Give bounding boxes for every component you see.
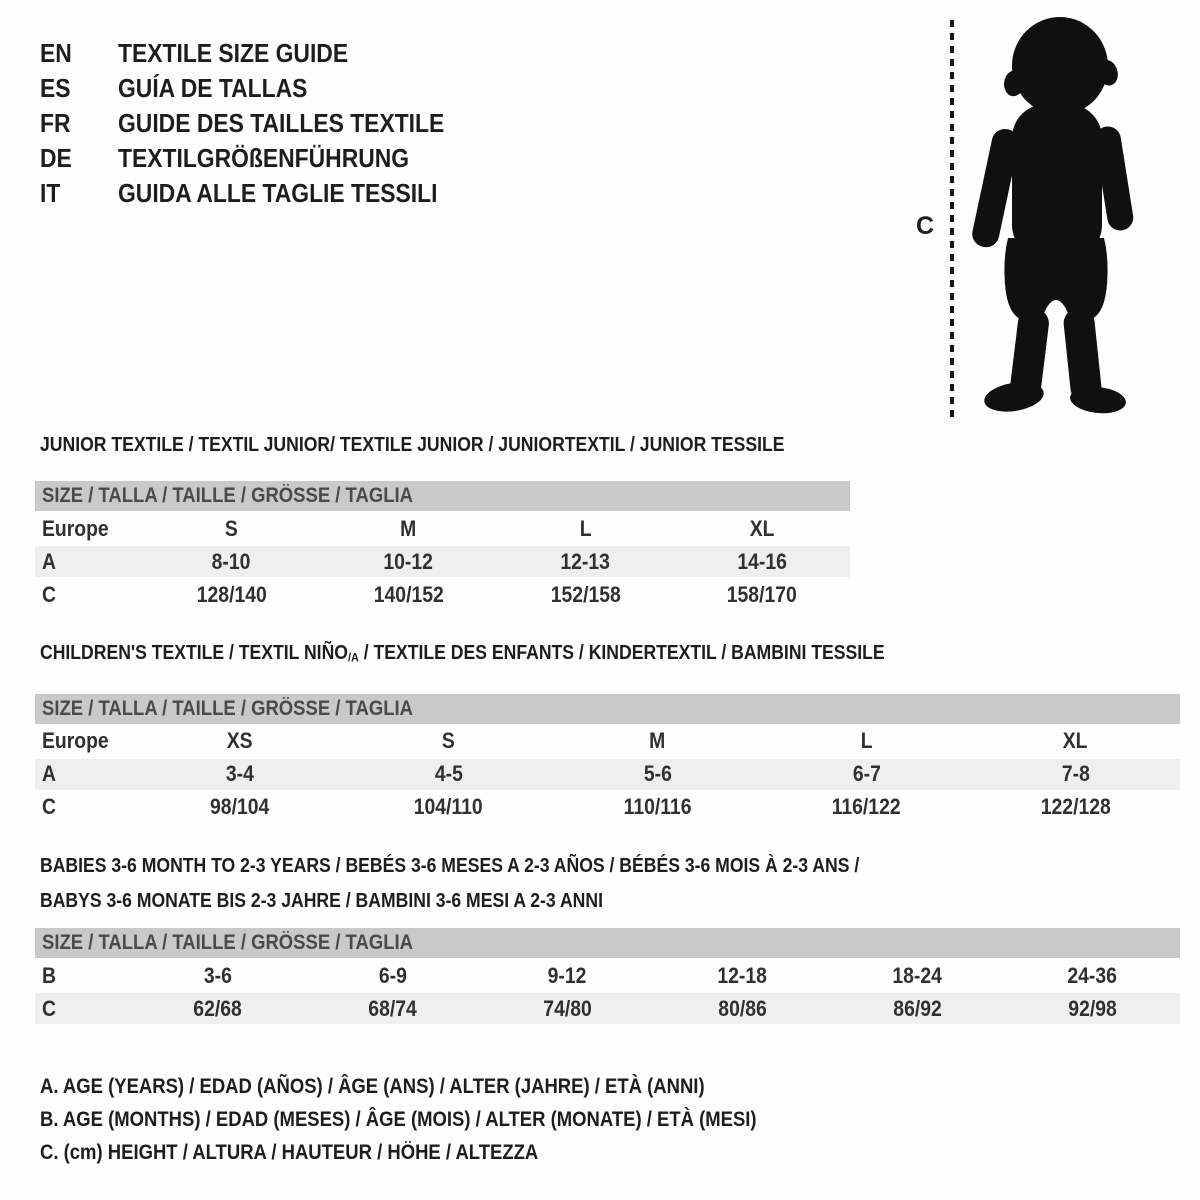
table-row-europe: Europe XS S M L XL bbox=[42, 728, 1088, 754]
table-row-europe: Europe S M L XL bbox=[42, 515, 775, 541]
section-babies-textile bbox=[35, 849, 1180, 1026]
table-row-height: C 128/140 140/152 152/158 158/170 bbox=[42, 581, 798, 607]
lang-title: TEXTILGRÖßENFÜHRUNG bbox=[118, 143, 410, 173]
section-children-textile bbox=[35, 642, 1180, 825]
section-junior-textile bbox=[35, 434, 850, 612]
legend-line-c: C. (cm) HEIGHT / ALTURA / HAUTEUR / HÖHE / ALTEZZA bbox=[40, 1140, 539, 1164]
height-dashed-line bbox=[950, 20, 954, 418]
legend-line-b: B. AGE (MONTHS) / EDAD (MESES) / ÂGE (MOIS) / ALTER (MONATE) / ETÀ (MESI) bbox=[40, 1107, 757, 1131]
toddler-silhouette-icon bbox=[968, 16, 1144, 416]
lang-title: TEXTILE SIZE GUIDE bbox=[118, 38, 349, 68]
height-measure-figure bbox=[898, 10, 1160, 424]
table-row-age-months: B 3-6 6-9 9-12 12-18 18-24 24-36 bbox=[42, 962, 1118, 988]
size-header-label: SIZE / TALLA / TAILLE / GRÖSSE / TAGLIA bbox=[35, 694, 1180, 724]
section-title-junior: JUNIOR TEXTILE / TEXTIL JUNIOR/ TEXTILE JUNIOR / JUNIORTEXTIL / JUNIOR TESSILE bbox=[40, 434, 785, 456]
language-title-list bbox=[40, 36, 489, 211]
table-row-age: A 8-10 10-12 12-13 14-16 bbox=[35, 546, 850, 577]
lang-row-en bbox=[40, 36, 489, 71]
nino-a-subscript: /A bbox=[347, 650, 359, 665]
lang-row-de bbox=[40, 141, 489, 176]
size-header-label: SIZE / TALLA / TAILLE / GRÖSSE / TAGLIA bbox=[35, 928, 1180, 958]
section-title-babies: BABIES 3-6 MONTH TO 2-3 YEARS / BEBÉS 3-6 MESES A 2-3 AÑOS / BÉBÉS 3-6 MOIS À 2-3 ANS / BABYS 3-6 MONATE BIS 2-3 JAHRE / BAMBINI 3-6 MESI A 2-3 ANNI bbox=[40, 855, 860, 912]
lang-row-fr bbox=[40, 106, 489, 141]
measurement-legend bbox=[40, 1070, 854, 1169]
junior-size-table bbox=[35, 479, 850, 612]
size-header-label: SIZE / TALLA / TAILLE / GRÖSSE / TAGLIA bbox=[35, 481, 850, 511]
lang-title: GUIDE DES TAILLES TEXTILE bbox=[118, 108, 445, 138]
table-row-height: C 98/104 104/110 110/116 116/122 122/128 bbox=[42, 794, 1111, 820]
table-row-height: C 62/68 68/74 74/80 80/86 86/92 92/98 bbox=[35, 993, 1180, 1024]
lang-title: GUÍA DE TALLAS bbox=[118, 73, 308, 103]
lang-code: FR bbox=[40, 108, 71, 138]
lang-row-it bbox=[40, 176, 489, 211]
lang-code: EN bbox=[40, 38, 72, 68]
children-size-table bbox=[35, 692, 1180, 825]
babies-size-table bbox=[35, 926, 1180, 1026]
size-header-row bbox=[35, 694, 1180, 724]
size-header-row bbox=[35, 928, 1180, 958]
measure-c-label: C bbox=[916, 212, 935, 240]
lang-code: IT bbox=[40, 178, 61, 208]
legend-line-a: A. AGE (YEARS) / EDAD (AÑOS) / ÂGE (ANS) / ALTER (JAHRE) / ETÀ (ANNI) bbox=[40, 1074, 705, 1098]
lang-code: DE bbox=[40, 143, 72, 173]
size-header-row bbox=[35, 481, 850, 511]
lang-row-es bbox=[40, 71, 489, 106]
table-row-age: A 3-4 4-5 5-6 6-7 7-8 bbox=[35, 759, 1180, 790]
section-title-children: CHILDREN'S TEXTILE / TEXTIL NIÑO/A / TEXTILE DES ENFANTS / KINDERTEXTIL / BAMBINI TESSILE bbox=[40, 642, 885, 665]
lang-code: ES bbox=[40, 73, 71, 103]
lang-title: GUIDA ALLE TAGLIE TESSILI bbox=[118, 178, 438, 208]
